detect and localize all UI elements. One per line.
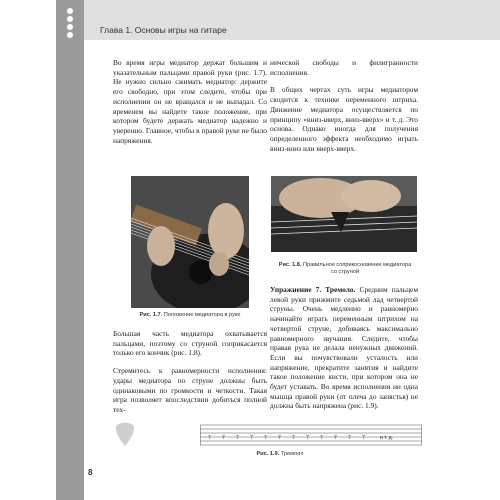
paragraph: Во время игры медиатор держат большим и указательным пальцами правой руки (рис. 1.7). Не нужно сильно сжимать медиатор: держите его свободно, при этом следите, чтобы при исполнении он не вращался и не выпадал. Со временем вы найдете такое положение, при котором будете держать медиатор надежно и уверенно. Главное, чтобы в правой руке не было напряжения.: [113, 58, 267, 145]
figure-1-7-caption: [131, 312, 249, 319]
figure-1-9-caption: [200, 451, 360, 458]
tab-ending-text: и т. д.: [380, 435, 394, 441]
sidebar-dots: [63, 8, 77, 40]
paragraph: В общих чертах суть игры медиатором сводится к технике переменного штриха. Движение медиатора осуществляется по принципу «вниз-вверх, вниз-вверх» и т. д. Это основа. Однако иногда для получения определенного эффекта необходимо играть вниз-вниз или вверх-вверх.: [270, 85, 418, 153]
tablature-staff: [200, 424, 422, 451]
figure-1-8-photo: [271, 176, 417, 252]
tab-note: 7: [306, 435, 309, 441]
exercise-paragraph: [270, 285, 418, 411]
left-column-bottom: [113, 329, 267, 423]
tab-note: 7: [334, 435, 337, 441]
tab-note: 7: [264, 435, 267, 441]
tab-note: 7: [278, 435, 281, 441]
pick-icon: [113, 422, 137, 453]
right-column-exercise: [270, 285, 418, 419]
tab-note: 7: [250, 435, 253, 441]
figure-label: Рис. 1.9.: [256, 451, 280, 457]
page-number: 8: [88, 468, 93, 477]
tab-note: 7: [292, 435, 295, 441]
figure-text: Положение медиатора в руке: [163, 312, 241, 318]
exercise-title: Упражнение 7. Тремоло.: [270, 285, 356, 294]
page-header-title: Глава 1. Основы игры на гитаре: [100, 25, 227, 35]
figure-text: Тремоло: [280, 451, 304, 457]
tab-note: 7: [236, 435, 239, 441]
left-column-top: [113, 58, 267, 153]
right-column-top: [270, 58, 418, 161]
figure-1-7-photo: [131, 176, 249, 308]
tab-note: 7: [222, 435, 225, 441]
paragraph: Большая часть медиатора охватывается пальцами, поэтому со струной соприкасается только его кончик (рис. 1.8).: [113, 329, 267, 358]
tab-note: 7: [348, 435, 351, 441]
tab-note: 7: [320, 435, 323, 441]
figure-label: Рис. 1.8.: [278, 262, 302, 268]
paragraph: нической свободы и филигранности исполнения.: [270, 58, 418, 77]
figure-label: Рис. 1.7.: [139, 312, 163, 318]
figure-1-8-caption: [276, 262, 414, 276]
paragraph: Стремитесь к равномерности исполнения: удары медиатора по струне должны быть одинаковыми по громкости и четкости. Такая игра позволяет впоследствии добиться полной тех-: [113, 366, 267, 414]
tab-note: 7: [208, 435, 211, 441]
figure-text: Правильное соприкосновение медиатора со струной: [303, 262, 412, 275]
page-sidebar-stripe: [56, 0, 84, 500]
tab-note: 7: [362, 435, 365, 441]
exercise-text: Средним пальцем левой руки прижмите седьмой лад четвертой струны. Очень медленно и равномерно начинайте играть переменным штрихом на четвертой струне, добиваясь максимально равномерного звучания. Следите, чтобы правая рука не делала ненужных движений. Если вы почувствовали усталость или напряжение, прекратите занятия и найдите такое положение кисти, при котором она не будет уставать. Во время исполнения ни одна мышца правой руки (от плеча до запястья) не должна быть напряжена (рис. 1.9).: [270, 285, 419, 411]
